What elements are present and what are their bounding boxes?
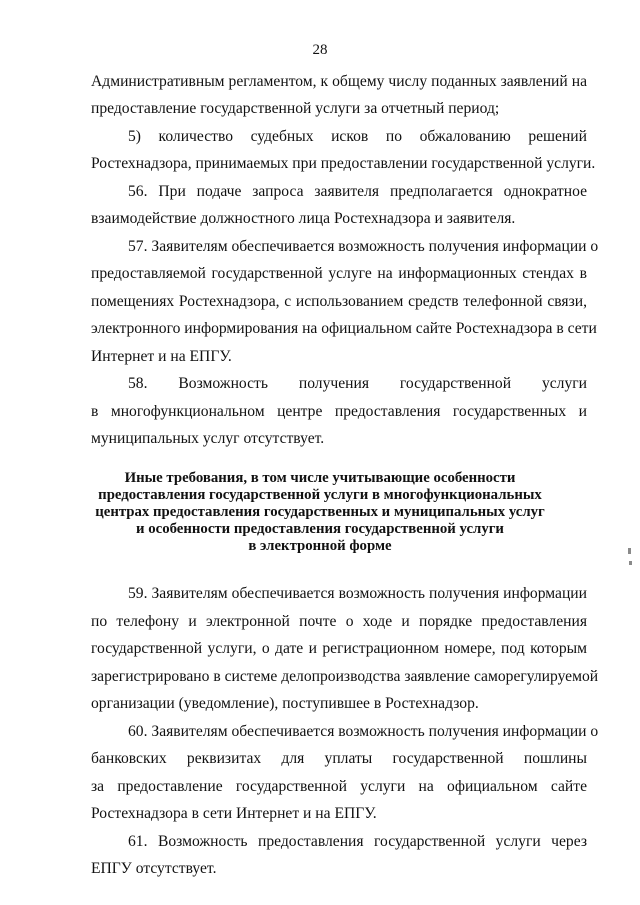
text-line: помещениях Ростехнадзора, с использованием средств телефонной связи, bbox=[91, 293, 587, 310]
text-line: муниципальных услуг отсутствует. bbox=[91, 430, 325, 447]
text-line: банковских реквизитах для уплаты государственной пошлины bbox=[91, 750, 587, 767]
text-line: Ростехнадзора в сети Интернет и на ЕПГУ. bbox=[91, 805, 377, 822]
section-heading-line: предоставления государственной услуги в многофункциональных bbox=[98, 487, 542, 503]
text-line: государственной услуги, о дате и регистрационном номере, под которым bbox=[91, 640, 587, 657]
text-line: 59. Заявителям обеспечивается возможность получения информации bbox=[128, 585, 587, 602]
text-line: 61. Возможность предоставления государственной услуги через bbox=[128, 833, 587, 850]
scan-artifact bbox=[628, 548, 631, 554]
section-heading-line: в электронной форме bbox=[248, 538, 392, 554]
text-line: взаимодействие должностного лица Ростехнадзора и заявителя. bbox=[91, 210, 516, 227]
text-line: зарегистрировано в системе делопроизводства заявление саморегулируемой bbox=[91, 668, 599, 685]
text-line: Ростехнадзора, принимаемых при предоставлении государственной услуги. bbox=[91, 155, 596, 172]
text-line: предоставление государственной услуги за отчетный период; bbox=[91, 100, 500, 117]
section-heading-line: и особенности предоставления государственной услуги bbox=[136, 521, 504, 537]
text-line: ЕПГУ отсутствует. bbox=[91, 860, 217, 877]
section-heading-line: Иные требования, в том числе учитывающие особенности bbox=[124, 470, 516, 486]
text-line: за предоставление государственной услуги на официальном сайте bbox=[91, 778, 587, 795]
text-line: 56. При подаче запроса заявителя предполагается однократное bbox=[128, 183, 587, 200]
section-heading-line: центрах предоставления государственных и муниципальных услуг bbox=[95, 504, 545, 520]
text-line: 57. Заявителям обеспечивается возможность получения информации о bbox=[128, 238, 599, 255]
text-line: в многофункциональном центре предоставления государственных и bbox=[91, 403, 587, 420]
text-line: предоставляемой государственной услуге на информационных стендах в bbox=[91, 265, 587, 282]
page-number: 28 bbox=[312, 42, 328, 58]
text-line: электронного информирования на официальном сайте Ростехнадзора в сети bbox=[91, 320, 597, 337]
text-line: Административным регламентом, к общему числу поданных заявлений на bbox=[91, 73, 587, 90]
text-line: по телефону и электронной почте о ходе и порядке предоставления bbox=[91, 613, 587, 630]
text-line: 60. Заявителям обеспечивается возможность получения информации о bbox=[128, 723, 599, 740]
scan-artifact bbox=[629, 561, 632, 565]
text-line: организации (уведомление), поступившее в Ростехнадзор. bbox=[91, 695, 479, 712]
text-line: 58. Возможность получения государственной услуги bbox=[128, 375, 587, 392]
text-line: 5) количество судебных исков по обжалованию решений bbox=[128, 128, 587, 145]
text-line: Интернет и на ЕПГУ. bbox=[91, 348, 232, 365]
